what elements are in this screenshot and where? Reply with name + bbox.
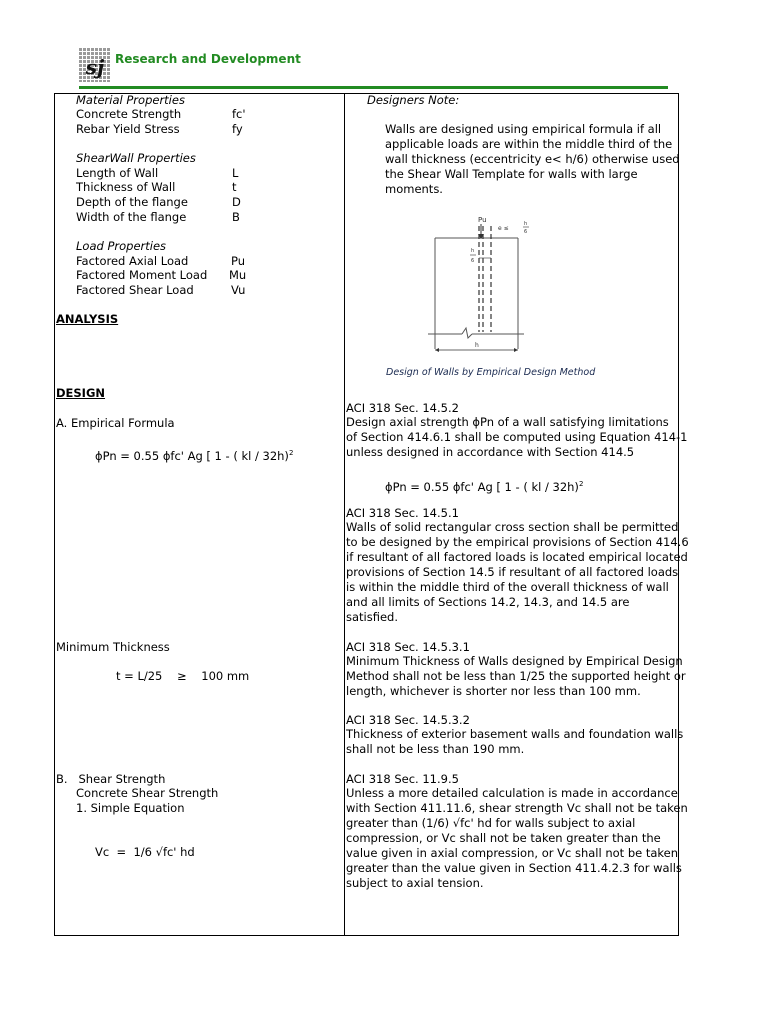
shearwall-symbol: L [232, 166, 239, 180]
header-rule [79, 86, 668, 89]
shearwall-label: Length of Wall [76, 166, 159, 180]
load-label-diagram: Pu [478, 216, 487, 224]
section-title: ACI 318 Sec. 14.5.3.1 [346, 640, 470, 654]
material-label: Rebar Yield Stress [76, 122, 180, 136]
load-symbol: Pu [231, 254, 246, 268]
shearwall-label: Depth of the flange [76, 195, 188, 209]
shear-equation-title: 1. Simple Equation [76, 801, 185, 815]
wall-section-diagram [420, 214, 530, 359]
section-text: Design axial strength ɸPn of a wall satisfying limitations of Section 414.6.1 shall be computed using Equation 414-1 unless designed in accordance with Section 414.5 [346, 415, 688, 459]
load-heading: Load Properties [76, 239, 167, 253]
column-divider [344, 93, 345, 936]
shearwall-label: Width of the flange [76, 210, 187, 224]
shearwall-symbol: D [232, 195, 241, 209]
company-logo [79, 48, 111, 82]
section-title: ACI 318 Sec. 14.5.2 [346, 401, 459, 415]
analysis-heading: ANALYSIS [56, 312, 119, 326]
material-label: Concrete Strength [76, 107, 182, 121]
min-thickness-title: Minimum Thickness [56, 640, 170, 654]
brand-title: Research and Development [115, 52, 301, 66]
designers-note-text: Walls are designed using empirical formula if all applicable loads are within the middle third of the wall thickness (eccentricity e< h/6) otherwise used the Shear Wall Template for walls with large moments. [385, 122, 680, 196]
section-formula: ɸPn = 0.55 ɸfc' Ag [ 1 - ( kl / 32h)$^2$ [385, 479, 584, 494]
logo-text: sj [85, 55, 105, 79]
load-label: Factored Shear Load [76, 283, 194, 297]
section-text: Thickness of exterior basement walls and foundation walls shall not be less than 190 mm. [346, 727, 684, 756]
section-text: Minimum Thickness of Walls designed by Empirical Design Method shall not be less than 1/25 the supported height or length, whichever is shorter nor less than 100 mm. [346, 654, 686, 698]
ecc-label: e ≤ [498, 225, 509, 232]
thickness-label: h [475, 342, 479, 349]
section-text: Walls of solid rectangular cross section shall be permitted to be designed by the empirical provisions of Section 414.6 if resultant of all factored loads is located empirical located provisions of Section 14.5 if resultant of all factored loads is within the middle third of the overall thickness of wall and all limits of Sections 14.2, 14.3, and 14.5 are satisfied. [346, 520, 689, 624]
designers-note-title: Designers Note: [367, 93, 460, 107]
shear-title: B. Shear Strength [56, 772, 166, 786]
empirical-formula: ɸPn = 0.55 ɸfc' Ag [ 1 - ( kl / 32h)$^2$ [95, 448, 294, 463]
material-symbol: fc' [232, 107, 246, 121]
shearwall-symbol: t [232, 180, 237, 194]
frac-num: h [471, 248, 475, 254]
design-heading: DESIGN [56, 386, 106, 400]
frac-num: h [524, 221, 528, 227]
material-symbol: fy [232, 122, 243, 136]
load-symbol: Mu [229, 268, 247, 282]
material-heading: Material Properties [76, 93, 185, 107]
frac-den: 6 [524, 229, 528, 235]
shear-formula: Vc = 1/6 √fc' hd [95, 845, 195, 859]
section-title: ACI 318 Sec. 11.9.5 [346, 772, 459, 786]
load-label: Factored Moment Load [76, 268, 208, 282]
section-title: ACI 318 Sec. 14.5.1 [346, 506, 459, 520]
section-text: Unless a more detailed calculation is made in accordance with Section 411.11.6, shear strength Vc shall not be taken greater than (1/6) √fc' hd for walls subject to axial compression, or Vc shall not be taken greater than the value given in axial compression, or Vc shall not be taken greater than the value given in Section 411.4.2.3 for walls subject to axial tension. [346, 786, 688, 890]
shearwall-symbol: B [232, 210, 240, 224]
frac-den: 6 [471, 258, 475, 264]
section-title: ACI 318 Sec. 14.5.3.2 [346, 713, 470, 727]
shear-subtitle: Concrete Shear Strength [76, 786, 219, 800]
diagram-caption: Design of Walls by Empirical Design Method [386, 367, 596, 378]
empirical-title: A. Empirical Formula [56, 416, 175, 430]
load-label: Factored Axial Load [76, 254, 189, 268]
shearwall-heading: ShearWall Properties [76, 151, 196, 165]
shearwall-label: Thickness of Wall [76, 180, 176, 194]
min-thickness-formula: t = L/25 ≥ 100 mm [116, 669, 250, 683]
load-symbol: Vu [231, 283, 246, 297]
